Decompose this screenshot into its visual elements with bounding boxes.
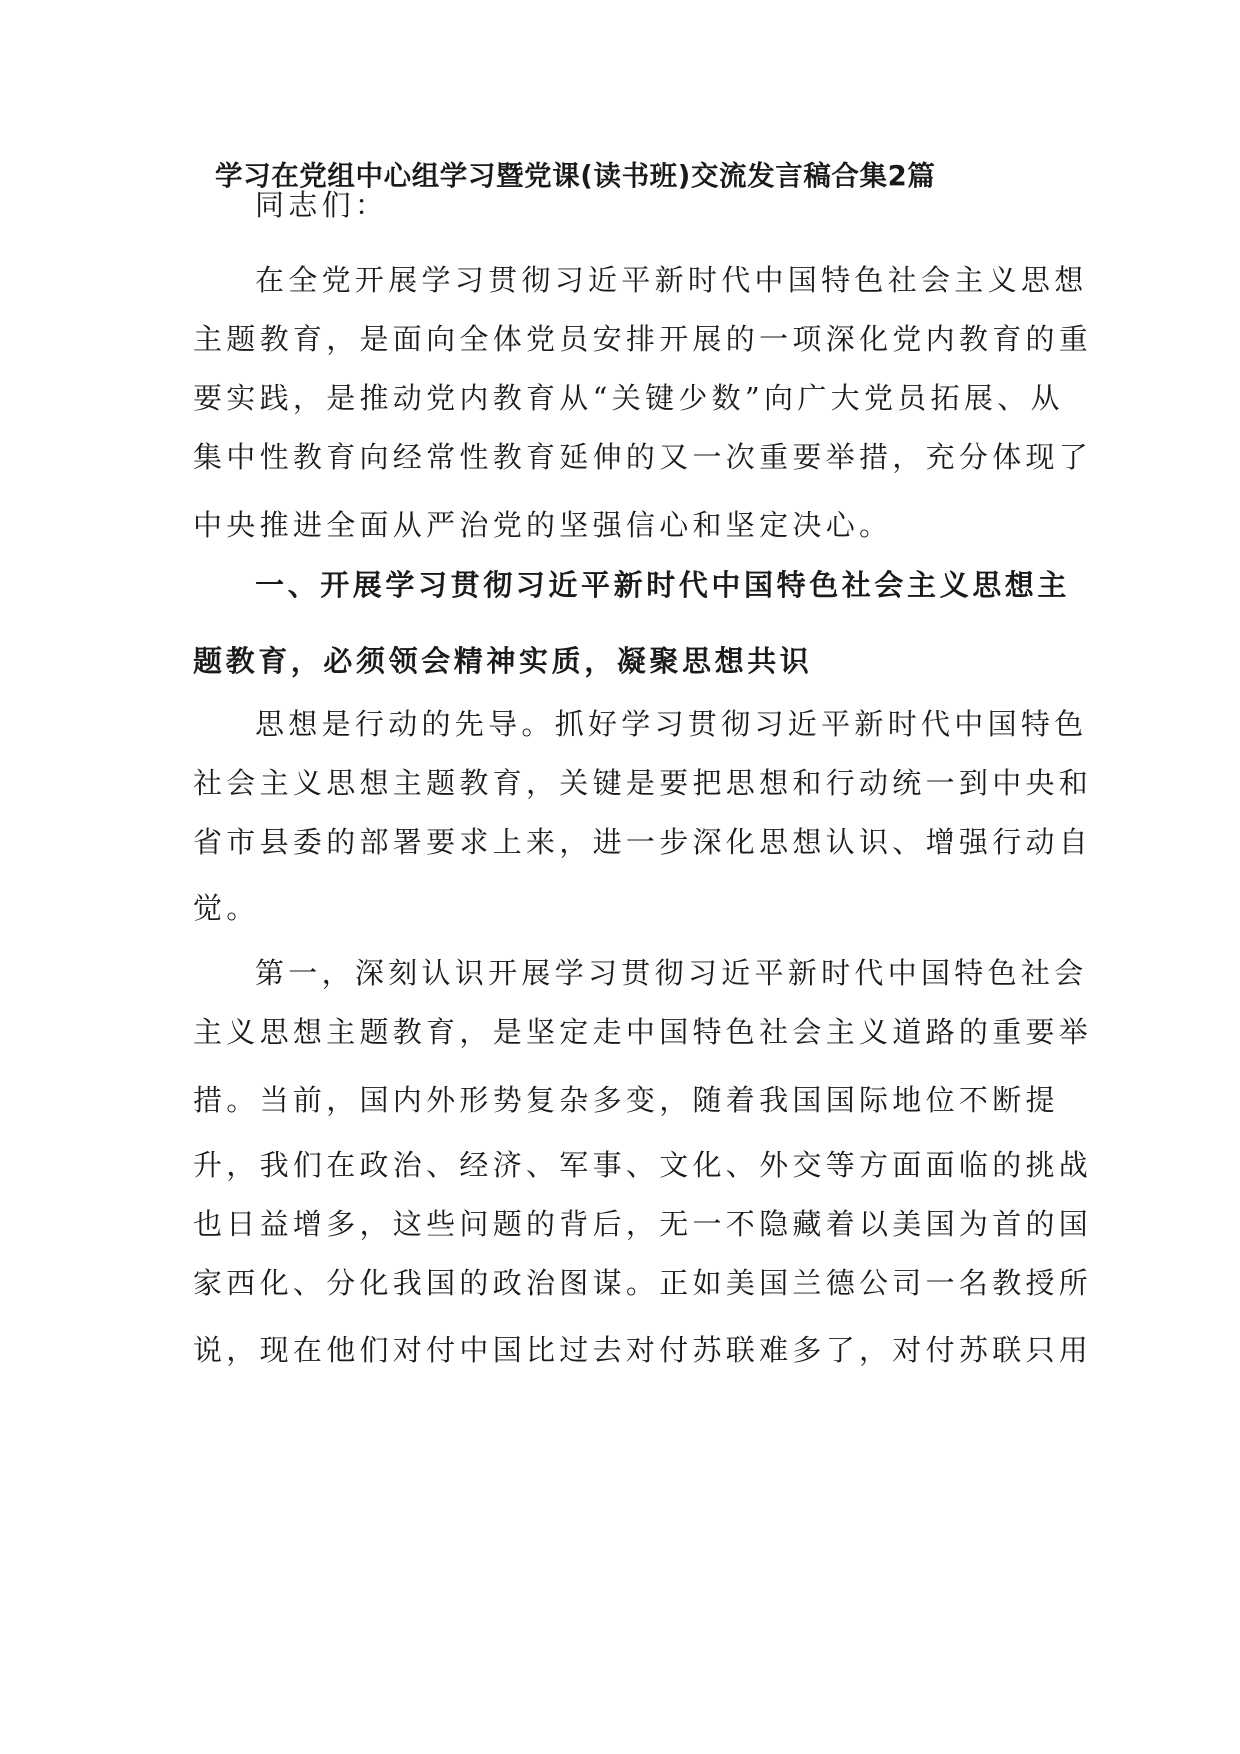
paragraph-2-line-3: 省市县委的部署要求上来，进一步深化思想认识、增强行动自: [193, 825, 1093, 859]
paragraph-3-line-7: 说，现在他们对付中国比过去对付苏联难多了，对付苏联只用: [193, 1333, 1093, 1367]
paragraph-2-line-2: 社会主义思想主题教育，关键是要把思想和行动统一到中央和: [193, 766, 1093, 800]
section-heading-line-1: 一、开展学习贯彻习近平新时代中国特色社会主义思想主: [255, 568, 1071, 602]
paragraph-1-line-3: 要实践，是推动党内教育从“关键少数”向广大党员拓展、从: [193, 381, 1064, 415]
paragraph-3-line-6: 家西化、分化我国的政治图谋。正如美国兰德公司一名教授所: [193, 1266, 1093, 1300]
paragraph-1-line-4: 集中性教育向经常性教育延伸的又一次重要举措，充分体现了: [193, 440, 1093, 474]
section-heading-line-2: 题教育，必须领会精神实质，凝聚思想共识: [193, 644, 813, 678]
paragraph-2-line-1: 思想是行动的先导。抓好学习贯彻习近平新时代中国特色: [255, 707, 1088, 741]
paragraph-3-line-4: 升，我们在政治、经济、军事、文化、外交等方面面临的挑战: [193, 1148, 1093, 1182]
paragraph-1-line-5: 中央推进全面从严治党的坚强信心和坚定决心。: [193, 508, 893, 542]
paragraph-3-line-3: 措。当前，国内外形势复杂多变，随着我国国际地位不断提: [193, 1083, 1059, 1117]
paragraph-1-line-2: 主题教育，是面向全体党员安排开展的一项深化党内教育的重: [193, 322, 1093, 356]
document-title: 学习在党组中心组学习暨党课(读书班)交流发言稿合集2篇: [215, 160, 936, 192]
paragraph-2-line-4: 觉。: [193, 891, 260, 925]
paragraph-3-line-2: 主义思想主题教育，是坚定走中国特色社会主义道路的重要举: [193, 1015, 1093, 1049]
paragraph-3-line-5: 也日益增多，这些问题的背后，无一不隐藏着以美国为首的国: [193, 1207, 1093, 1241]
paragraph-3-line-1: 第一，深刻认识开展学习贯彻习近平新时代中国特色社会: [255, 956, 1088, 990]
paragraph-1-line-1: 在全党开展学习贯彻习近平新时代中国特色社会主义思想: [255, 263, 1088, 297]
salutation-line: 同志们：: [255, 188, 389, 222]
